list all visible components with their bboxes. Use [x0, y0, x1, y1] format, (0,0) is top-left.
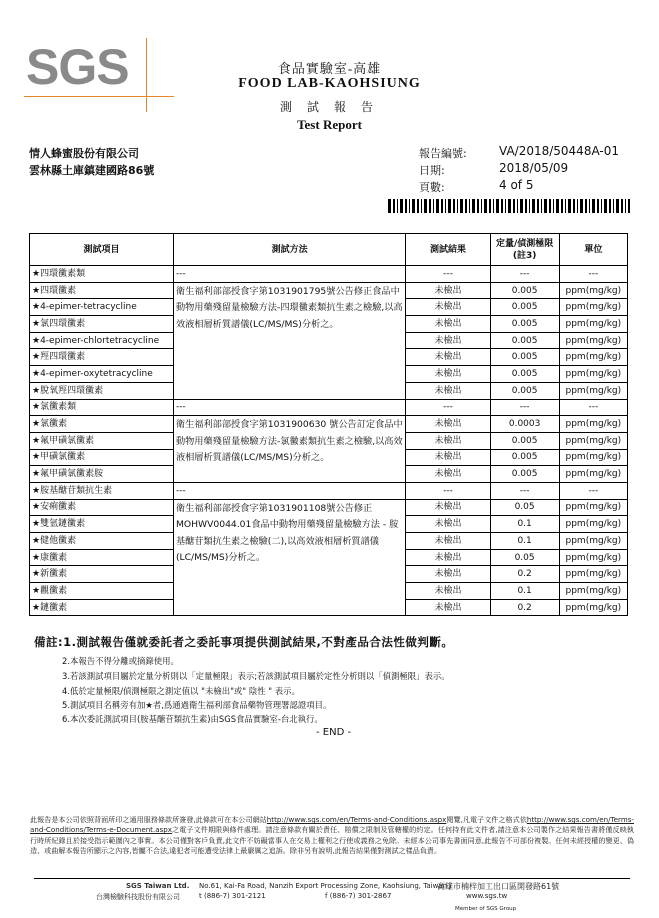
test-item: ★4-epimer-tetracycline: [30, 299, 174, 316]
detection-limit: 0.005: [490, 349, 559, 366]
company-name-en: SGS Taiwan Ltd.: [126, 882, 190, 890]
table-header-row: [30, 234, 628, 266]
unit: ppm(mg/kg): [559, 599, 627, 616]
lab-name-zh: 食品實驗室-高雄: [277, 61, 382, 76]
test-result: 未檢出: [406, 316, 490, 333]
test-item: ★氟甲磺氯黴素: [30, 432, 174, 449]
test-result: 未檢出: [406, 533, 490, 550]
results-table: [29, 233, 628, 616]
group-method-dash: ---: [173, 482, 405, 499]
barcode-bar: [561, 199, 563, 213]
test-method: 衛生福利部部授食字第1031901108號公告修正MOHWV0044.01食品中動物用藥殘留量檢驗方法 - 胺基醣苷類抗生素之檢驗(二),以高效液相層析質譜儀(LC/MS/MS)分析之。: [173, 499, 405, 616]
test-result: 未檢出: [406, 366, 490, 383]
barcode-bar: [573, 199, 575, 213]
barcode-bar: [409, 199, 410, 213]
company-name-zh: 台灣檢驗科技股份有限公司: [96, 893, 180, 901]
barcode-bar: [597, 199, 599, 213]
unit: ppm(mg/kg): [559, 516, 627, 533]
company-fax: f (886-7) 301-2867: [325, 892, 392, 900]
unit: ppm(mg/kg): [559, 566, 627, 583]
report-title-zh: 測 試 報 告: [279, 100, 379, 114]
disclaimer-text-1: 此報告是本公司依照背面所印之通用服務條款所簽發,此條款可在本公司網站: [30, 815, 267, 824]
test-item: ★氟甲磺氯黴素胺: [30, 466, 174, 483]
group-method-dash: ---: [173, 399, 405, 416]
barcode-bar: [460, 199, 463, 213]
unit: ppm(mg/kg): [559, 416, 627, 433]
barcode-bar: [441, 199, 443, 213]
barcode-bar: [508, 199, 511, 213]
barcode-bar: [513, 199, 515, 213]
barcode-bar: [565, 199, 566, 213]
detection-limit: 0.1: [490, 533, 559, 550]
note-3: 3.若該測試項目屬於定量分析則以「定量極限」表示;若該測試項目屬於定性分析則以「偵測極限」表示。: [62, 671, 450, 681]
unit: ppm(mg/kg): [559, 316, 627, 333]
detection-limit: 0.2: [490, 566, 559, 583]
header-result: 測試結果: [406, 234, 490, 266]
test-item: ★新黴素: [30, 566, 174, 583]
test-result: 未檢出: [406, 282, 490, 299]
barcode-bar: [541, 199, 542, 213]
note-2: 2.本報告不得分離或摘錄使用。: [62, 656, 179, 666]
company-address-en: No.61, Kai-Fa Road, Nanzih Export Processing Zone, Kaohsiung, Taiwan /: [199, 882, 452, 890]
group-title: ★四環黴素類: [30, 266, 174, 283]
barcode-bar: [525, 199, 527, 213]
barcode-bar: [388, 199, 391, 213]
unit: ppm(mg/kg): [559, 549, 627, 566]
unit: ppm(mg/kg): [559, 466, 627, 483]
barcode: [388, 199, 630, 213]
group-unit-dash: ---: [559, 482, 627, 499]
report-no-value: VA/2018/50448A-01: [499, 144, 619, 158]
unit: ppm(mg/kg): [559, 533, 627, 550]
barcode-bar: [469, 199, 470, 213]
test-result: 未檢出: [406, 566, 490, 583]
detection-limit: 0.05: [490, 499, 559, 516]
test-result: 未檢出: [406, 299, 490, 316]
group-unit-dash: ---: [559, 266, 627, 283]
unit: ppm(mg/kg): [559, 583, 627, 600]
barcode-bar: [520, 199, 523, 213]
barcode-bar: [625, 199, 626, 213]
barcode-bar: [568, 199, 571, 213]
group-method-dash: ---: [173, 266, 405, 283]
group-result-dash: ---: [406, 399, 490, 416]
detection-limit: 0.2: [490, 599, 559, 616]
logo-text: SGS: [26, 39, 129, 95]
barcode-bar: [544, 199, 547, 213]
unit: ppm(mg/kg): [559, 366, 627, 383]
unit: ppm(mg/kg): [559, 332, 627, 349]
date-label: 日期:: [419, 164, 445, 177]
header-unit: 單位: [559, 234, 627, 266]
detection-limit: 0.0003: [490, 416, 559, 433]
disclaimer-text-2: 閱覽,凡電子文件之格式依: [446, 815, 527, 824]
barcode-bar: [529, 199, 530, 213]
barcode-bar: [393, 199, 395, 213]
disclaimer-text-3: 之電子文件期限與條件處理。請注意條款有關於責任、賠償之限制及管轄權的約定。任何持有此文件者,請注意本公司製作之結果報告書將僅反映執行時所紀錄且於接受指示範圍內之事實。本公司僅對客戶負責,此文件不妨礙當事人在交易上權利之行使或義務之免除。未經本公司事先書面同意,此報告不可部份複製。任何未經授權的變更、偽造、或曲解本報告所顯示之內容,皆屬不合法,違犯者可能遭受法律上最嚴厲之追訴。除非另有說明,此報告結果僅對測試之樣品負責。: [30, 825, 634, 856]
group-title: ★胺基醣苷類抗生素: [30, 482, 174, 499]
group-result-dash: ---: [406, 266, 490, 283]
e-document-terms-link[interactable]: http://www.sgs.com/en/Terms-and-Conditions/Terms-e-Document.aspx: [30, 815, 634, 835]
test-method: 衛生福利部部授食字第1031900630 號公告訂定食品中動物用藥殘留量檢驗方法-氯黴素類抗生素之檢驗,以高效液相層析質譜儀(LC/MS/MS)分析之。: [173, 416, 405, 483]
table-body: [30, 266, 628, 616]
barcode-bar: [448, 199, 451, 213]
detection-limit: 0.005: [490, 299, 559, 316]
test-result: 未檢出: [406, 449, 490, 466]
note-4: 4.低於定量極限/偵測極限之測定值以 "未檢出"或" 陰性 " 表示。: [62, 686, 300, 696]
barcode-bar: [601, 199, 602, 213]
test-item: ★安痢黴素: [30, 499, 174, 516]
page-label: 頁數:: [419, 181, 445, 194]
company-website[interactable]: www.sgs.tw: [466, 892, 508, 900]
unit: ppm(mg/kg): [559, 449, 627, 466]
note-1: 備註:1.測試報告僅就委託者之委託事項提供測試結果,不對產品合法性做判斷。: [34, 635, 454, 649]
barcode-bar: [621, 199, 623, 213]
barcode-bar: [424, 199, 427, 213]
barcode-bar: [445, 199, 446, 213]
barcode-bar: [537, 199, 539, 213]
detection-limit: 0.005: [490, 316, 559, 333]
header-item: 測試項目: [30, 234, 174, 266]
date-value: 2018/05/09: [499, 161, 569, 175]
barcode-bar: [613, 199, 614, 213]
test-result: 未檢出: [406, 349, 490, 366]
table-row: [30, 416, 628, 433]
group-row: [30, 482, 628, 499]
test-item: ★鏈黴素: [30, 599, 174, 616]
barcode-bar: [481, 199, 482, 213]
barcode-bar: [472, 199, 475, 213]
test-result: 未檢出: [406, 416, 490, 433]
test-item: ★甲磺氯黴素: [30, 449, 174, 466]
header-limit: 定量/偵測極限(註3): [490, 234, 559, 266]
barcode-bar: [628, 199, 630, 213]
barcode-bar: [556, 199, 559, 213]
test-result: 未檢出: [406, 583, 490, 600]
detection-limit: 0.005: [490, 449, 559, 466]
barcode-bar: [592, 199, 595, 213]
test-result: 未檢出: [406, 382, 490, 399]
detection-limit: 0.005: [490, 366, 559, 383]
test-item: ★羥四環黴素: [30, 349, 174, 366]
barcode-bar: [429, 199, 431, 213]
detection-limit: 0.05: [490, 549, 559, 566]
test-result: 未檢出: [406, 499, 490, 516]
barcode-bar: [397, 199, 398, 213]
detection-limit: 0.005: [490, 282, 559, 299]
barcode-bar: [501, 199, 503, 213]
barcode-bar: [465, 199, 467, 213]
client-name: 情人蜂蜜股份有限公司: [29, 147, 139, 160]
test-item: ★脫氧羥四環黴素: [30, 382, 174, 399]
group-row: [30, 266, 628, 283]
client-address: 雲林縣土庫鎮建國路86號: [29, 164, 155, 177]
unit: ppm(mg/kg): [559, 432, 627, 449]
note-6: 6.本次委託測試項目(胺基醣苷類抗生素)由SGS食品實驗室-台北執行。: [62, 714, 323, 724]
group-title: ★氯黴素類: [30, 399, 174, 416]
barcode-bar: [457, 199, 458, 213]
group-limit-dash: ---: [490, 266, 559, 283]
barcode-bar: [496, 199, 499, 213]
test-result: 未檢出: [406, 466, 490, 483]
logo-line-horizontal: [24, 96, 174, 97]
detection-limit: 0.1: [490, 516, 559, 533]
company-address-zh: 高雄市楠梓加工出口區開發路61號: [437, 882, 560, 891]
footer-divider: [34, 878, 630, 879]
barcode-bar: [421, 199, 422, 213]
test-result: 未檢出: [406, 599, 490, 616]
barcode-bar: [453, 199, 455, 213]
barcode-bar: [405, 199, 407, 213]
barcode-bar: [433, 199, 434, 213]
member-of-sgs: Member of SGS Group: [455, 906, 517, 912]
terms-link[interactable]: http://www.sgs.com/en/Terms-and-Conditions.aspx: [266, 815, 447, 824]
barcode-bar: [517, 199, 518, 213]
test-item: ★四環黴素: [30, 282, 174, 299]
barcode-bar: [585, 199, 587, 213]
test-item: ★觀黴素: [30, 583, 174, 600]
barcode-bar: [505, 199, 506, 213]
page-value: 4 of 5: [499, 178, 534, 192]
header-method: 測試方法: [173, 234, 405, 266]
detection-limit: 0.1: [490, 583, 559, 600]
barcode-bar: [493, 199, 494, 213]
group-row: [30, 399, 628, 416]
barcode-bar: [412, 199, 415, 213]
barcode-bar: [549, 199, 551, 213]
lab-name-en: FOOD LAB-KAOHSIUNG: [238, 76, 421, 91]
group-unit-dash: ---: [559, 399, 627, 416]
note-5: 5.測試項目名稱旁有加★者,爲通過衛生福利部食品藥物管理署認證項目。: [62, 700, 332, 710]
test-method: 衛生福利部部授食字第1031901795號公告修正食品中動物用藥殘留量檢驗方法-四環黴素類抗生素之檢驗,以高效液相層析質譜儀(LC/MS/MS)分析之。: [173, 282, 405, 399]
test-result: 未檢出: [406, 549, 490, 566]
group-limit-dash: ---: [490, 399, 559, 416]
test-item: ★氯四環黴素: [30, 316, 174, 333]
detection-limit: 0.005: [490, 382, 559, 399]
barcode-bar: [484, 199, 487, 213]
group-result-dash: ---: [406, 482, 490, 499]
barcode-bar: [400, 199, 403, 213]
barcode-bar: [616, 199, 619, 213]
barcode-bar: [553, 199, 554, 213]
barcode-bar: [477, 199, 479, 213]
disclaimer: [30, 815, 634, 857]
barcode-bar: [532, 199, 535, 213]
unit: ppm(mg/kg): [559, 282, 627, 299]
barcode-bar: [609, 199, 611, 213]
test-result: 未檢出: [406, 332, 490, 349]
test-item: ★康黴素: [30, 549, 174, 566]
company-tel: t (886-7) 301-2121: [199, 892, 266, 900]
barcode-bar: [436, 199, 439, 213]
test-item: ★健他黴素: [30, 533, 174, 550]
test-item: ★4-epimer-chlortetracycline: [30, 332, 174, 349]
test-result: 未檢出: [406, 516, 490, 533]
barcode-bar: [604, 199, 607, 213]
detection-limit: 0.005: [490, 466, 559, 483]
test-item: ★氯黴素: [30, 416, 174, 433]
unit: ppm(mg/kg): [559, 299, 627, 316]
end-marker: - END -: [316, 727, 352, 738]
detection-limit: 0.005: [490, 432, 559, 449]
barcode-bar: [577, 199, 578, 213]
unit: ppm(mg/kg): [559, 349, 627, 366]
group-limit-dash: ---: [490, 482, 559, 499]
test-result: 未檢出: [406, 432, 490, 449]
table-row: [30, 499, 628, 516]
test-item: ★雙氫鏈黴素: [30, 516, 174, 533]
barcode-bar: [417, 199, 419, 213]
unit: ppm(mg/kg): [559, 499, 627, 516]
report-no-label: 報告編號:: [419, 147, 467, 160]
unit: ppm(mg/kg): [559, 382, 627, 399]
detection-limit: 0.005: [490, 332, 559, 349]
barcode-bar: [489, 199, 491, 213]
test-item: ★4-epimer-oxytetracycline: [30, 366, 174, 383]
barcode-bar: [589, 199, 590, 213]
report-title-en: Test Report: [297, 117, 362, 132]
barcode-bar: [580, 199, 583, 213]
table-row: [30, 282, 628, 299]
